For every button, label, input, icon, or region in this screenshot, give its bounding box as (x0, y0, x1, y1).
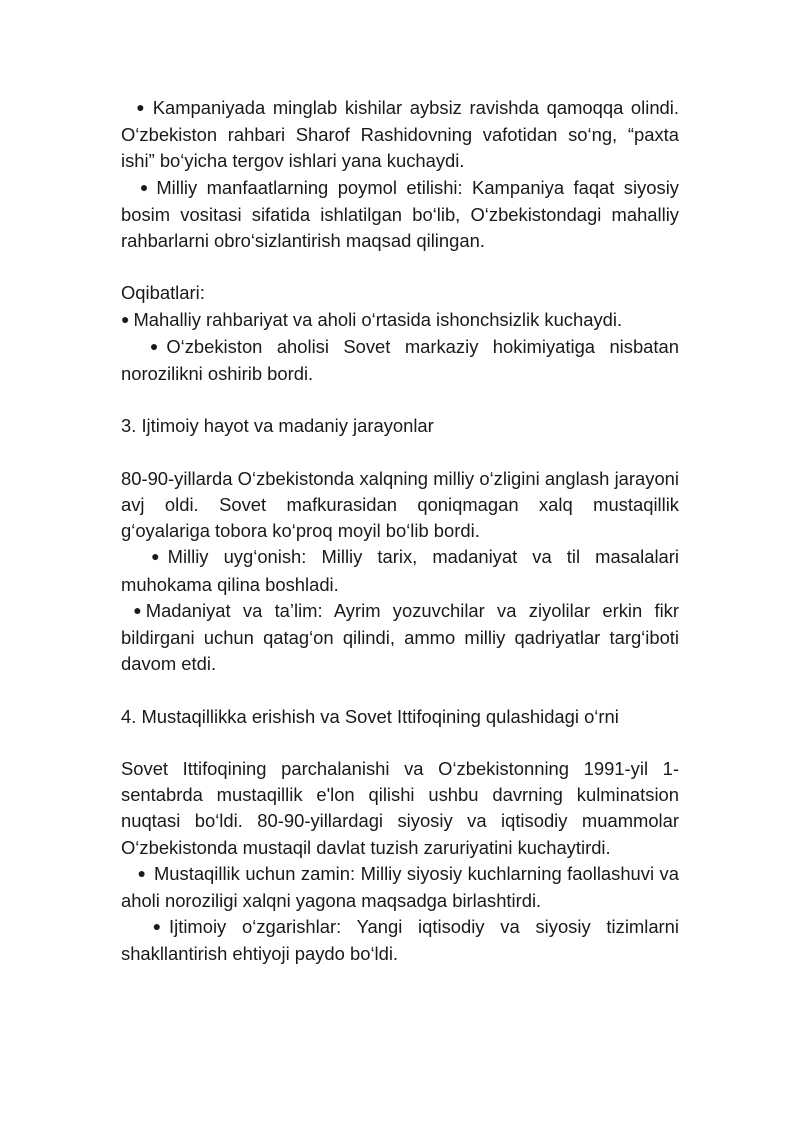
bullet-item (121, 307, 679, 334)
bullet-icon: ● (133, 601, 142, 618)
bullet-item (121, 544, 679, 597)
bullet-item (121, 334, 679, 387)
consequences-title: Oqibatlari: (121, 282, 205, 304)
bullet-item (121, 598, 679, 678)
bullet-item (121, 95, 679, 175)
bullet-text: Mahalliy rahbariyat va aholi o‘rtasida ishonchsizlik kuchaydi. (133, 308, 623, 330)
bullet-icon: ● (121, 310, 130, 327)
bullet-text: O‘zbekiston aholisi Sovet markaziy hokimiyatiga nisbatan norozilikni oshirib bordi. (121, 335, 679, 385)
bullet-icon: ● (151, 548, 160, 565)
bullet-icon: ● (149, 337, 159, 354)
bullet-item (121, 914, 679, 967)
section-heading: 4. Mustaqillikka erishish va Sovet Ittifoqining qulashidagi o‘rni (121, 705, 619, 727)
bullet-item (121, 861, 679, 914)
section-intro: 80-90-yillarda O‘zbekistonda xalqning milliy o‘zligini anglash jarayoni avj oldi. Sovet mafkurasidan qoniqmagan xalq mustaqillik g‘oyalariga tobora ko‘proq moyil bo‘lib bordi. (121, 467, 679, 542)
bullet-icon: ● (136, 99, 145, 115)
bullet-text: Madaniyat va ta’lim: Ayrim yozuvchilar va ziyolilar erkin fikr bildirgani uchun qatag‘on qilindi, ammo milliy qadriyatlar targ‘iboti davom etdi. (121, 599, 679, 675)
bullet-icon: ● (137, 864, 146, 881)
section-intro: Sovet Ittifoqining parchalanishi va O‘zbekistonning 1991-yil 1-sentabrda mustaqillik e'lon qilishi ushbu davrning kulminatsion nuqtasi bo‘ldi. 80-90-yillardagi siyosiy va iqtisodiy muammolar O‘zbekistonda mustaqil davlat tuzish zaruriyatini kuchaytirdi. (121, 758, 679, 858)
bullet-text: Milliy manfaatlarning poymol etilishi: Kampaniya faqat siyosiy bosim vositasi sifatida ishlatilgan bo‘lib, O‘zbekistondagi mahalliy rahbarlarni obro‘sizlantirish maqsad qilingan. (121, 176, 679, 252)
section-heading: 3. Ijtimoiy hayot va madaniy jarayonlar (121, 415, 434, 437)
bullet-text: Mustaqillik uchun zamin: Milliy siyosiy kuchlarning faollashuvi va aholi noroziligi xalqni yagona maqsadga birlashtirdi. (121, 862, 679, 912)
bullet-icon: ● (139, 178, 149, 195)
bullet-text: Milliy uyg‘onish: Milliy tarix, madaniyat va til masalalari muhokama qilina boshladi. (121, 546, 679, 595)
document-page (121, 95, 679, 968)
bullet-text: Kampaniyada minglab kishilar aybsiz ravishda qamoqqa olindi. O‘zbekiston rahbari Sharof Rashidovning vafotidan so‘ng, “paxta ishi” bo‘yicha tergov ishlari yana kuchaydi. (121, 97, 679, 172)
bullet-text: Ijtimoiy o‘zgarishlar: Yangi iqtisodiy va siyosiy tizimlarni shakllantirish ehtiyoji paydo bo‘ldi. (121, 916, 679, 965)
bullet-icon: ● (152, 918, 162, 935)
bullet-item (121, 175, 679, 255)
